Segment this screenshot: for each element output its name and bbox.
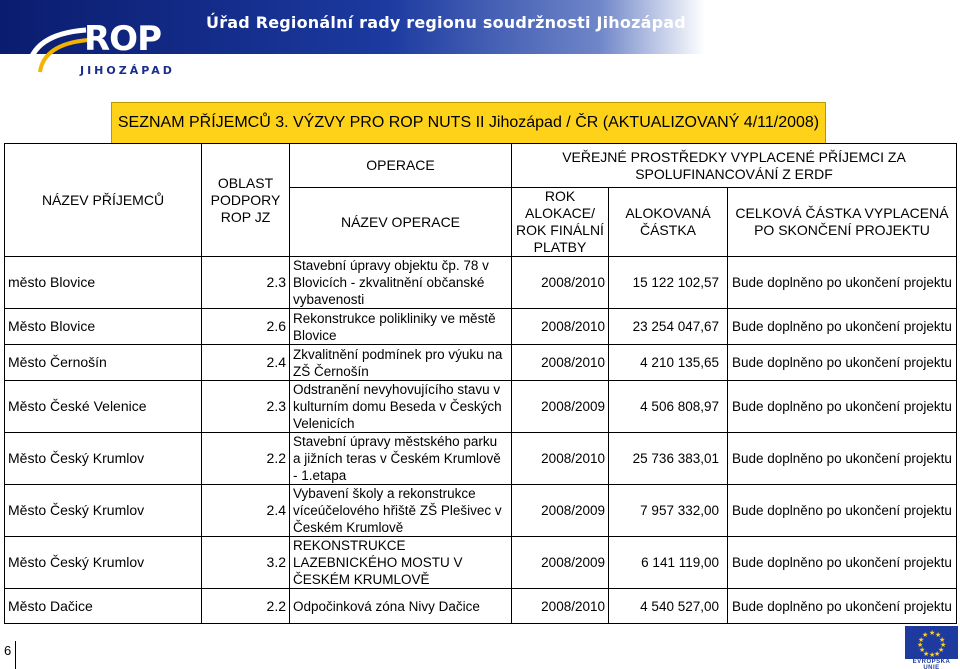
logo-subtext: JIHOZÁPAD <box>80 64 175 77</box>
total-cell: Bude doplněno po ukončení projektu <box>728 257 957 309</box>
period-cell: 2008/2009 <box>512 381 609 433</box>
area-cell: 2.2 <box>202 589 290 624</box>
operation-cell: Stavební úpravy městského parku a jižních teras v Českém Krumlově - 1.etapa <box>290 433 512 485</box>
header-period: ROK ALOKACE/ ROK FINÁLNÍ PLATBY <box>512 188 609 257</box>
total-cell: Bude doplněno po ukončení projektu <box>728 309 957 345</box>
allocated-cell: 4 210 135,65 <box>609 345 728 381</box>
eu-label: EVROPSKÁ UNIE <box>912 659 951 669</box>
period-cell: 2008/2010 <box>512 257 609 309</box>
table-row <box>5 433 957 485</box>
allocated-cell: 15 122 102,57 <box>609 257 728 309</box>
total-cell: Bude doplněno po ukončení projektu <box>728 485 957 537</box>
total-cell: Bude doplněno po ukončení projektu <box>728 345 957 381</box>
header-public-funds: VEŘEJNÉ PROSTŘEDKY VYPLACENÉ PŘÍJEMCI ZA SPOLUFINANCOVÁNÍ Z ERDF <box>512 144 957 188</box>
operation-cell: Odpočinková zóna Nivy Dačice <box>290 589 512 624</box>
header-operation-name: NÁZEV OPERACE <box>290 188 512 257</box>
rop-logo <box>22 19 175 82</box>
operation-cell: Zkvalitnění podmínek pro výuku na ZŠ Černošín <box>290 345 512 381</box>
eu-logo <box>905 626 958 669</box>
recipient-cell: město Blovice <box>5 257 202 309</box>
table-row <box>5 381 957 433</box>
logo-rop-text: ROP <box>84 19 162 59</box>
period-cell: 2008/2010 <box>512 345 609 381</box>
area-cell: 2.3 <box>202 381 290 433</box>
recipients-table <box>4 143 957 624</box>
area-cell: 3.2 <box>202 537 290 589</box>
org-title: Úřad Regionální rady regionu soudržnosti Jihozápad <box>206 13 686 32</box>
table-row <box>5 485 957 537</box>
page-number: 6 <box>4 643 12 658</box>
allocated-cell: 4 540 527,00 <box>609 589 728 624</box>
table-row <box>5 589 957 624</box>
total-cell: Bude doplněno po ukončení projektu <box>728 381 957 433</box>
table-row <box>5 345 957 381</box>
allocated-cell: 23 254 047,67 <box>609 309 728 345</box>
recipient-cell: Město Český Krumlov <box>5 485 202 537</box>
period-cell: 2008/2010 <box>512 589 609 624</box>
allocated-cell: 4 506 808,97 <box>609 381 728 433</box>
operation-cell: Odstranění nevyhovujícího stavu v kulturním domu Beseda v Českých Velenicích <box>290 381 512 433</box>
operation-cell: REKONSTRUKCE LAZEBNICKÉHO MOSTU V ČESKÉM KRUMLOVĚ <box>290 537 512 589</box>
recipient-cell: Město Český Krumlov <box>5 537 202 589</box>
total-cell: Bude doplněno po ukončení projektu <box>728 589 957 624</box>
table-row <box>5 257 957 309</box>
table-row <box>5 309 957 345</box>
recipient-cell: Město České Velenice <box>5 381 202 433</box>
header-area: OBLAST PODPORY ROP JZ <box>202 144 290 257</box>
area-cell: 2.4 <box>202 345 290 381</box>
total-cell: Bude doplněno po ukončení projektu <box>728 433 957 485</box>
eu-flag-icon: ★ ★ ★ ★ ★ ★ ★ ★ ★ ★ ★ ★ <box>905 626 958 659</box>
area-cell: 2.3 <box>202 257 290 309</box>
header-allocated: ALOKOVANÁ ČÁSTKA <box>609 188 728 257</box>
operation-cell: Vybavení školy a rekonstrukce víceúčelového hřiště ZŠ Plešivec v Českém Krumlově <box>290 485 512 537</box>
operation-cell: Stavební úpravy objektu čp. 78 v Blovicích - zkvalitnění občanské vybavenosti <box>290 257 512 309</box>
recipient-cell: Město Dačice <box>5 589 202 624</box>
margin-line <box>15 641 16 669</box>
period-cell: 2008/2009 <box>512 485 609 537</box>
header-banner <box>0 0 960 92</box>
title-bar <box>111 102 826 144</box>
area-cell: 2.6 <box>202 309 290 345</box>
area-cell: 2.4 <box>202 485 290 537</box>
header-total: CELKOVÁ ČÁSTKA VYPLACENÁ PO SKONČENÍ PROJEKTU <box>728 188 957 257</box>
period-cell: 2008/2010 <box>512 433 609 485</box>
header-operation-group: OPERACE <box>290 144 512 188</box>
allocated-cell: 6 141 119,00 <box>609 537 728 589</box>
recipient-cell: Město Černošín <box>5 345 202 381</box>
recipient-cell: Město Český Krumlov <box>5 433 202 485</box>
period-cell: 2008/2009 <box>512 537 609 589</box>
allocated-cell: 7 957 332,00 <box>609 485 728 537</box>
area-cell: 2.2 <box>202 433 290 485</box>
total-cell: Bude doplněno po ukončení projektu <box>728 537 957 589</box>
allocated-cell: 25 736 383,01 <box>609 433 728 485</box>
header-recipient: NÁZEV PŘÍJEMCŮ <box>5 144 202 257</box>
recipient-cell: Město Blovice <box>5 309 202 345</box>
operation-cell: Rekonstrukce polikliniky ve městě Blovice <box>290 309 512 345</box>
page-title: SEZNAM PŘÍJEMCŮ 3. VÝZVY PRO ROP NUTS II Jihozápad / ČR (AKTUALIZOVANÝ 4/11/2008) <box>117 114 820 131</box>
table-row <box>5 537 957 589</box>
period-cell: 2008/2010 <box>512 309 609 345</box>
